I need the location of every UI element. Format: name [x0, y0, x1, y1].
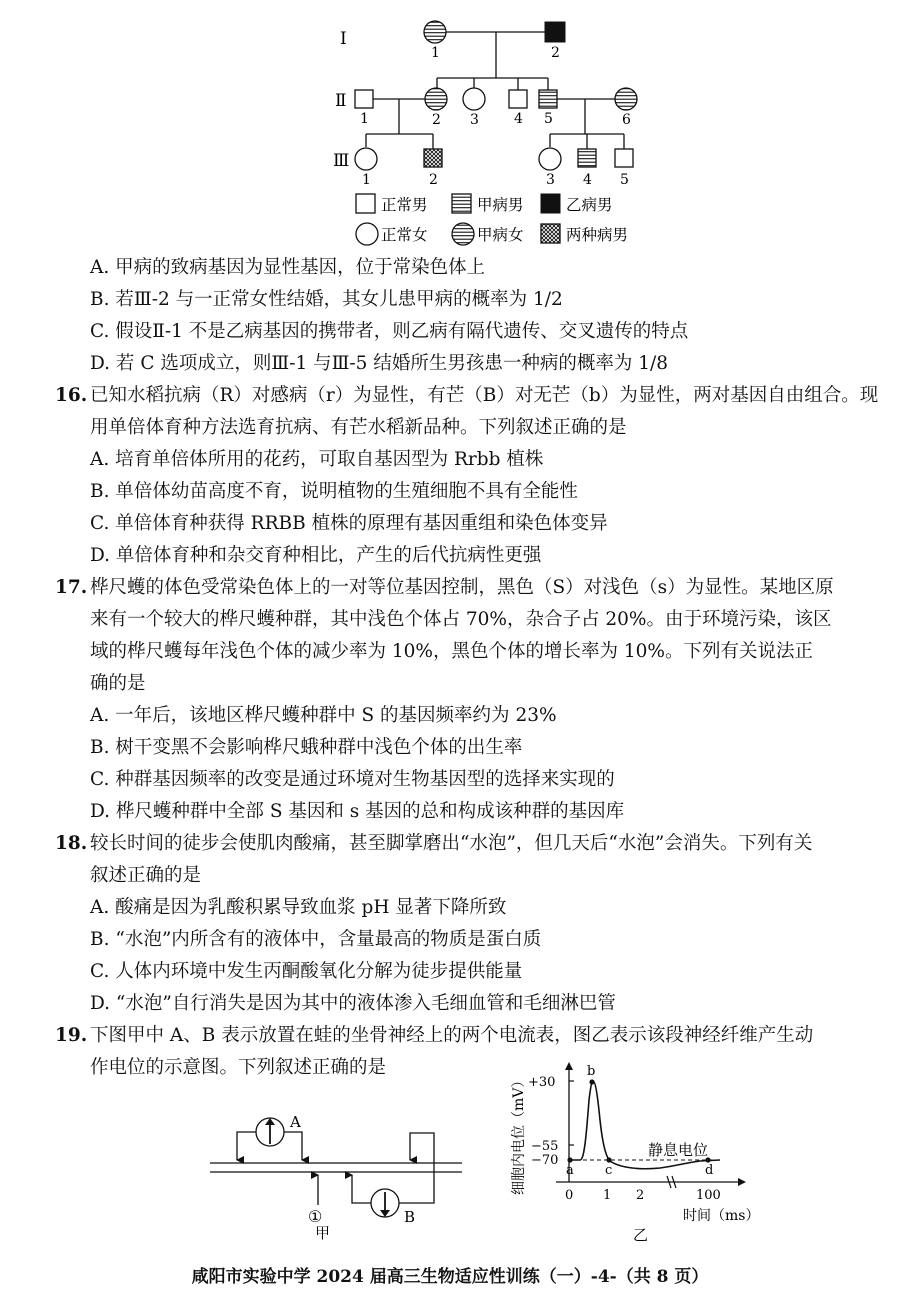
legend-a-female-symbol — [452, 223, 474, 245]
ytick-bot: −70 — [531, 1153, 559, 1168]
num-III5: 5 — [620, 172, 629, 188]
member-II3-normal-female — [463, 88, 485, 110]
x-axis-label: 时间（ms） — [683, 1208, 760, 1224]
q17-option-c: C. 种群基因频率的改变是通过环境对生物基因型的选择来实现的 — [90, 769, 615, 790]
member-II5-affected-a-male — [539, 90, 557, 108]
xtick-0: 0 — [565, 1188, 574, 1203]
member-II1-normal-male — [355, 90, 373, 108]
q18-stem-line-2: 叙述正确的是 — [90, 865, 202, 886]
q17-option-b: B. 树干变黑不会影响桦尺蛾种群中浅色个体的出生率 — [90, 737, 523, 758]
q17-option-a: A. 一年后，该地区桦尺蠖种群中 S 的基因频率约为 23% — [90, 705, 557, 726]
num-II5: 5 — [544, 111, 553, 127]
num-II6: 6 — [622, 112, 631, 128]
ytick-top: +30 — [528, 1075, 556, 1090]
member-II2-affected-a-female — [425, 88, 447, 110]
q15-option-c: C. 假设Ⅱ-1 不是乙病基因的携带者，则乙病有隔代遗传、交叉遗传的特点 — [90, 321, 689, 342]
num-III1: 1 — [362, 172, 371, 188]
member-III3-normal-female — [539, 148, 561, 170]
member-III5-normal-male — [615, 149, 633, 167]
legend-a-male: 甲病男 — [477, 196, 524, 214]
legend-normal-male-symbol — [356, 194, 375, 213]
q16-stem-line-1: 已知水稻抗病（R）对感病（r）为显性，有芒（B）对无芒（b）为显性，两对基因自由组合。现 — [90, 385, 879, 406]
legend-normal-male: 正常男 — [381, 196, 428, 214]
figure-yi-action-potential — [500, 1060, 780, 1250]
q19-number: 19. — [55, 1025, 88, 1046]
num-II4: 4 — [514, 111, 523, 127]
q19-stem-line-2: 作电位的示意图。下列叙述正确的是 — [90, 1057, 387, 1078]
meter-b-wire-right — [398, 1133, 434, 1203]
num-II3: 3 — [470, 112, 479, 128]
meter-b-wire-left — [352, 1175, 373, 1203]
y-axis-label: 细胞内电位（mV） — [511, 1073, 527, 1195]
q18-option-c: C. 人体内环境中发生丙酮酸氧化分解为徒步提供能量 — [90, 961, 523, 982]
q15-option-a: A. 甲病的致病基因为显性基因，位于常染色体上 — [90, 257, 486, 278]
ytick-mid: −55 — [531, 1139, 559, 1154]
meter-a-wire-right — [284, 1132, 302, 1160]
point-b-label: b — [587, 1064, 596, 1079]
q18-option-b: B. “水泡”内所含有的液体中，含量最高的物质是蛋白质 — [90, 929, 542, 950]
point-a-label: a — [566, 1163, 574, 1178]
legend-normal-female: 正常女 — [381, 226, 428, 244]
q16-option-b: B. 单倍体幼苗高度不育，说明植物的生殖细胞不具有全能性 — [90, 481, 578, 502]
q18-number: 18. — [55, 833, 88, 854]
legend-b-male-symbol — [541, 194, 560, 213]
legend-normal-female-symbol — [356, 223, 378, 245]
meter-a-wire-left — [237, 1132, 256, 1160]
q17-stem-line-1: 桦尺蠖的体色受常染色体上的一对等位基因控制，黑色（S）对浅色（s）为显性。某地区原 — [90, 577, 834, 598]
q17-stem-line-4: 确的是 — [90, 673, 146, 694]
q16-option-a: A. 培育单倍体所用的花药，可取自基因型为 Rrbb 植株 — [90, 449, 544, 470]
point-b-marker — [589, 1079, 594, 1084]
figure-jia-caption: 甲 — [315, 1224, 331, 1240]
figure-jia-nerve-meters — [200, 1100, 480, 1240]
num-III3: 3 — [546, 172, 555, 188]
member-II6-affected-a-female — [615, 88, 637, 110]
num-III4: 4 — [583, 172, 592, 188]
q18-option-d: D. “水泡”自行消失是因为其中的液体渗入毛细血管和毛细淋巴管 — [90, 993, 616, 1014]
member-II4-normal-male — [509, 90, 527, 108]
point-d-label: d — [705, 1163, 714, 1178]
q15-option-b: B. 若Ⅲ-2 与一正常女性结婚，其女儿患甲病的概率为 1/2 — [90, 289, 563, 310]
page-footer: 咸阳市实验中学 2024 届高三生物适应性训练（一）-4-（共 8 页） — [191, 1267, 709, 1287]
q16-number: 16. — [55, 385, 88, 406]
meter-b-label: B — [404, 1208, 416, 1226]
point-c-marker — [606, 1157, 611, 1162]
pedigree-lines — [366, 32, 624, 149]
pedigree-legend — [356, 194, 628, 245]
legend-both-male: 两种病男 — [566, 226, 629, 244]
q17-stem-line-2: 来有一个较大的桦尺蠖种群，其中浅色个体占 70%，杂合子占 20%。由于环境污染，该区 — [90, 609, 832, 630]
stimulus-point-label: ① — [308, 1207, 323, 1226]
resting-potential-label: 静息电位 — [648, 1141, 709, 1159]
legend-a-male-symbol — [452, 194, 471, 213]
legend-both-male-symbol — [541, 224, 560, 243]
q16-option-c: C. 单倍体育种获得 RRBB 植株的原理有基因重组和染色体变异 — [90, 513, 608, 534]
member-III4-affected-a-male — [578, 149, 596, 167]
num-I1: 1 — [431, 45, 440, 61]
member-III2-both-diseases-male — [424, 149, 442, 167]
num-II1: 1 — [360, 111, 369, 127]
member-I2-affected-b-male — [545, 22, 565, 42]
xtick-2: 2 — [636, 1188, 645, 1203]
gen-label-3: Ⅲ — [333, 151, 350, 171]
xtick-1: 1 — [603, 1188, 612, 1203]
meter-a-label: A — [290, 1113, 301, 1131]
num-I2: 2 — [551, 45, 560, 61]
q18-stem-line-1: 较长时间的徒步会使肌肉酸痛，甚至脚掌磨出“水泡”，但几天后“水泡”会消失。下列有关 — [90, 833, 813, 854]
q16-option-d: D. 单倍体育种和杂交育种相比，产生的后代抗病性更强 — [90, 545, 542, 566]
q18-option-a: A. 酸痛是因为乳酸积累导致血浆 pH 显著下降所致 — [90, 897, 507, 918]
point-a-marker — [567, 1157, 572, 1162]
xtick-100: 100 — [696, 1188, 721, 1203]
member-I1-affected-a-female — [424, 21, 446, 43]
pedigree-chart — [320, 0, 650, 252]
q17-stem-line-3: 域的桦尺蠖每年浅色个体的减少率为 10%，黑色个体的增长率为 10%。下列有关说法正 — [90, 641, 814, 662]
gen-label-1: Ⅰ — [340, 29, 347, 49]
q17-option-d: D. 桦尺蠖种群中全部 S 基因和 s 基因的总和构成该种群的基因库 — [90, 801, 625, 822]
q16-stem-line-2: 用单倍体育种方法选育抗病、有芒水稻新品种。下列叙述正确的是 — [90, 417, 627, 438]
member-III1-normal-female — [355, 148, 377, 170]
q15-option-d: D. 若 C 选项成立，则Ⅲ-1 与Ⅲ-5 结婚所生男孩患一种病的概率为 1/8 — [90, 353, 668, 374]
q17-number: 17. — [55, 577, 88, 598]
q19-stem-line-1: 下图甲中 A、B 表示放置在蛙的坐骨神经上的两个电流表，图乙表示该段神经纤维产生动 — [90, 1025, 814, 1046]
gen-label-2: Ⅱ — [335, 91, 347, 111]
figure-yi-caption: 乙 — [633, 1226, 649, 1244]
legend-a-female: 甲病女 — [477, 226, 524, 244]
legend-b-male: 乙病男 — [566, 196, 613, 214]
num-III2: 2 — [429, 172, 438, 188]
point-c-label: c — [605, 1163, 613, 1178]
num-II2: 2 — [432, 112, 441, 128]
